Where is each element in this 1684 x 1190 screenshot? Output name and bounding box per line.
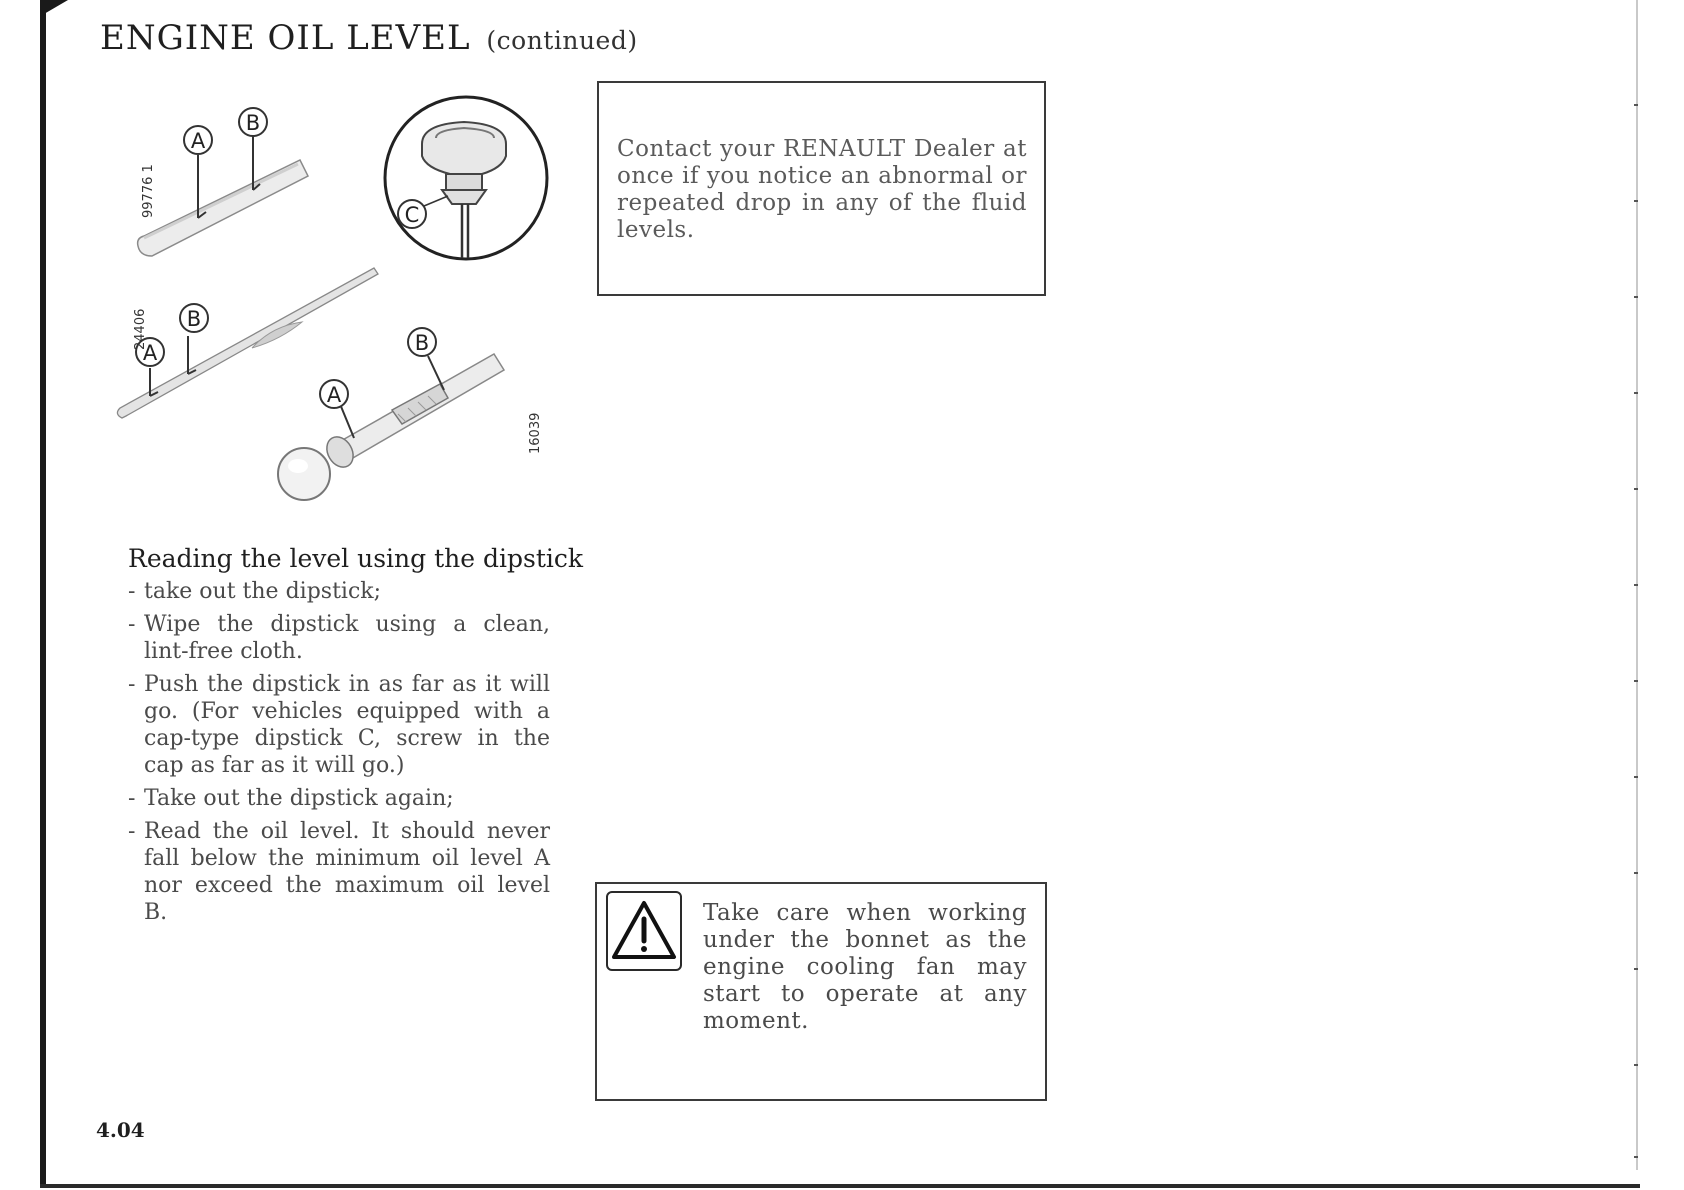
page-bottom-edge <box>40 1184 1640 1188</box>
part-number: 99776 1 <box>141 164 156 218</box>
page-corner-mark <box>44 0 68 14</box>
edge-tick <box>1634 488 1638 490</box>
safety-warning-text: Take care when working under the bonnet as the engine cooling fan may start to operate at any moment. <box>703 900 1027 1034</box>
callout-a: A <box>190 129 206 153</box>
edge-tick <box>1634 1156 1638 1158</box>
edge-tick <box>1634 392 1638 394</box>
callout-c: C <box>404 203 420 227</box>
edge-tick <box>1634 1064 1638 1066</box>
warning-triangle-icon <box>606 891 682 971</box>
instruction-step: - Take out the dipstick again; <box>128 785 550 812</box>
instruction-step: - Read the oil level. It should never fall below the minimum oil level A nor exceed the maximum oil level B. <box>128 818 550 926</box>
instruction-steps <box>128 578 550 932</box>
callout-b: B <box>186 307 202 331</box>
page-number: 4.04 <box>96 1118 145 1142</box>
edge-tick <box>1634 104 1638 106</box>
edge-tick <box>1634 680 1638 682</box>
callout-b: B <box>245 111 261 135</box>
section-heading: Reading the level using the dipstick <box>128 544 584 573</box>
dipstick-flat-diagram <box>138 108 308 256</box>
part-number: 24406 <box>133 308 148 350</box>
dipstick-illustration <box>102 78 554 530</box>
page-title-text: ENGINE OIL LEVEL <box>100 18 471 58</box>
callout-a: A <box>142 341 158 365</box>
dealer-notice-box <box>597 81 1046 296</box>
edge-tick <box>1634 296 1638 298</box>
part-number: 16039 <box>528 412 543 454</box>
page-title <box>100 18 638 58</box>
edge-tick <box>1634 872 1638 874</box>
edge-tick <box>1634 776 1638 778</box>
page-title-continued: (continued) <box>486 26 638 55</box>
edge-tick <box>1634 584 1638 586</box>
instruction-step: - Wipe the dipstick using a clean, lint-free cloth. <box>128 611 550 665</box>
instruction-step: - take out the dipstick; <box>128 578 550 605</box>
dealer-notice-text: Contact your RENAULT Dealer at once if you notice an abnormal or repeated drop in any of the fluid levels. <box>617 136 1027 243</box>
dipstick-cap-detail <box>385 97 547 259</box>
callout-b: B <box>414 331 430 355</box>
callout-a: A <box>326 383 342 407</box>
edge-tick <box>1634 968 1638 970</box>
instruction-step: - Push the dipstick in as far as it will go. (For vehicles equipped with a cap-type dipstick C, screw in the cap as far as it will go.) <box>128 671 550 779</box>
dipstick-ball-diagram <box>278 328 543 500</box>
page-left-edge <box>40 0 46 1185</box>
safety-warning-box <box>595 882 1047 1101</box>
edge-tick <box>1634 200 1638 202</box>
